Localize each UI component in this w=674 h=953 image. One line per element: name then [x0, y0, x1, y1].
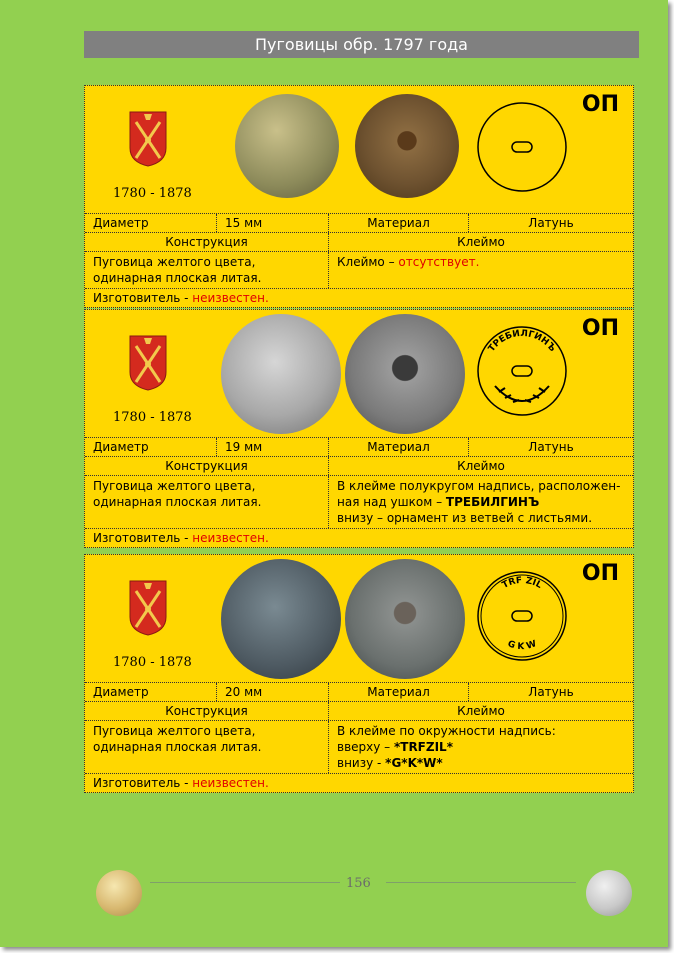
entry-images [85, 86, 633, 213]
stamp-text [328, 252, 633, 288]
details-row [85, 475, 633, 528]
button-back-photo [345, 314, 465, 434]
page-number: 156 [346, 876, 371, 891]
stamp-diagram [475, 569, 569, 663]
maker-label: Изготовитель - [93, 291, 193, 305]
stamp-line-3-text: внизу - [337, 756, 386, 770]
button-front-photo [221, 559, 341, 679]
footer-divider-right [386, 882, 576, 883]
stamp-ring-top: TRF ZIL [500, 575, 544, 591]
maker-value: неизвестен. [192, 291, 269, 305]
op-mark: ОП [581, 561, 619, 586]
maker-label: Изготовитель - [93, 776, 193, 790]
construction-label: Конструкция [165, 459, 248, 473]
stamp-line-3 [337, 755, 625, 771]
construction-text: Пуговица желтого цвета, одинарная плоская литая. [93, 255, 262, 285]
maker-label: Изготовитель - [93, 531, 193, 545]
headers-row [85, 701, 633, 720]
button-entry-3 [84, 554, 634, 793]
button-back-photo [345, 559, 465, 679]
entry-images [85, 310, 633, 437]
svg-text:ТРЕБИЛГИНЪ [487, 329, 557, 354]
construction-label: Конструкция [165, 235, 248, 249]
maker-row [85, 528, 633, 547]
stamp-label: Клеймо [328, 457, 633, 475]
material-value: Латунь [468, 214, 633, 232]
material-value: Латунь [468, 683, 633, 701]
coat-of-arms-icon [128, 334, 168, 392]
years-label: 1780 - 1878 [113, 410, 192, 425]
maker-text [85, 529, 277, 547]
page-title: Пуговицы обр. 1797 года [84, 31, 639, 58]
stamp-inscription-bottom: *G*K*W* [385, 756, 443, 770]
button-front-photo [221, 314, 341, 434]
maker-text [85, 289, 277, 307]
stamp-line-2-text: ная над ушком – [337, 495, 446, 509]
diameter-label: Диаметр [93, 216, 149, 230]
stamp-text [328, 476, 633, 528]
specs-row [85, 437, 633, 456]
stamp-inscription: ТРЕБИЛГИНЪ [445, 495, 540, 509]
maker-row [85, 773, 633, 792]
diameter-value: 19 мм [216, 438, 328, 456]
headers-row [85, 456, 633, 475]
diameter-label: Диаметр [93, 685, 149, 699]
headers-row [85, 232, 633, 251]
stamp-text [328, 721, 633, 773]
coat-of-arms-icon [128, 579, 168, 637]
maker-text [85, 774, 277, 792]
stamp-line-3: внизу – орнамент из ветвей с листьями. [337, 511, 593, 525]
stamp-label: Клеймо [328, 702, 633, 720]
stamp-line-2 [337, 739, 625, 755]
button-entry-2 [84, 309, 634, 548]
diameter-label: Диаметр [93, 440, 149, 454]
coat-of-arms-icon [128, 110, 168, 168]
button-back-photo [355, 94, 459, 198]
stamp-prefix: Клеймо – [337, 255, 399, 269]
maker-value: неизвестен. [192, 531, 269, 545]
op-mark: ОП [581, 316, 619, 341]
stamp-value: отсутствует. [398, 255, 480, 269]
years-label: 1780 - 1878 [113, 186, 192, 201]
construction-text: Пуговица желтого цвета, одинарная плоская литая. [93, 479, 262, 509]
stamp-ring-text: ТРЕБИЛГИНЪ [486, 328, 558, 354]
stamp-diagram [475, 100, 569, 194]
diameter-value: 15 мм [216, 214, 328, 232]
years-label: 1780 - 1878 [113, 655, 192, 670]
prev-page-button[interactable] [96, 870, 142, 916]
maker-row [85, 288, 633, 307]
svg-text:G K W [506, 639, 538, 652]
footer-divider-left [150, 882, 340, 883]
next-page-button[interactable] [586, 870, 632, 916]
construction-label: Конструкция [165, 704, 248, 718]
stamp-line-1: В клейме полукругом надпись, расположен- [337, 479, 621, 493]
material-label: Материал [328, 438, 468, 456]
specs-row [85, 682, 633, 701]
details-row [85, 720, 633, 773]
op-mark: ОП [581, 92, 619, 117]
material-value: Латунь [468, 438, 633, 456]
material-label: Материал [328, 214, 468, 232]
stamp-line-1: В клейме по окружности надпись: [337, 724, 556, 738]
button-entry-1 [84, 85, 634, 308]
construction-text: Пуговица желтого цвета, одинарная плоская литая. [93, 724, 262, 754]
diameter-value: 20 мм [216, 683, 328, 701]
details-row [85, 251, 633, 288]
maker-value: неизвестен. [192, 776, 269, 790]
entry-images [85, 555, 633, 682]
material-label: Материал [328, 683, 468, 701]
stamp-diagram [475, 324, 569, 418]
stamp-line-2 [337, 494, 625, 510]
button-front-photo [235, 94, 339, 198]
stamp-inscription-top: *TRFZIL* [393, 740, 453, 754]
stamp-ring-bottom: G K W [506, 639, 538, 653]
stamp-label: Клеймо [328, 233, 633, 251]
stamp-line-2-text: вверху – [337, 740, 394, 754]
specs-row [85, 213, 633, 232]
